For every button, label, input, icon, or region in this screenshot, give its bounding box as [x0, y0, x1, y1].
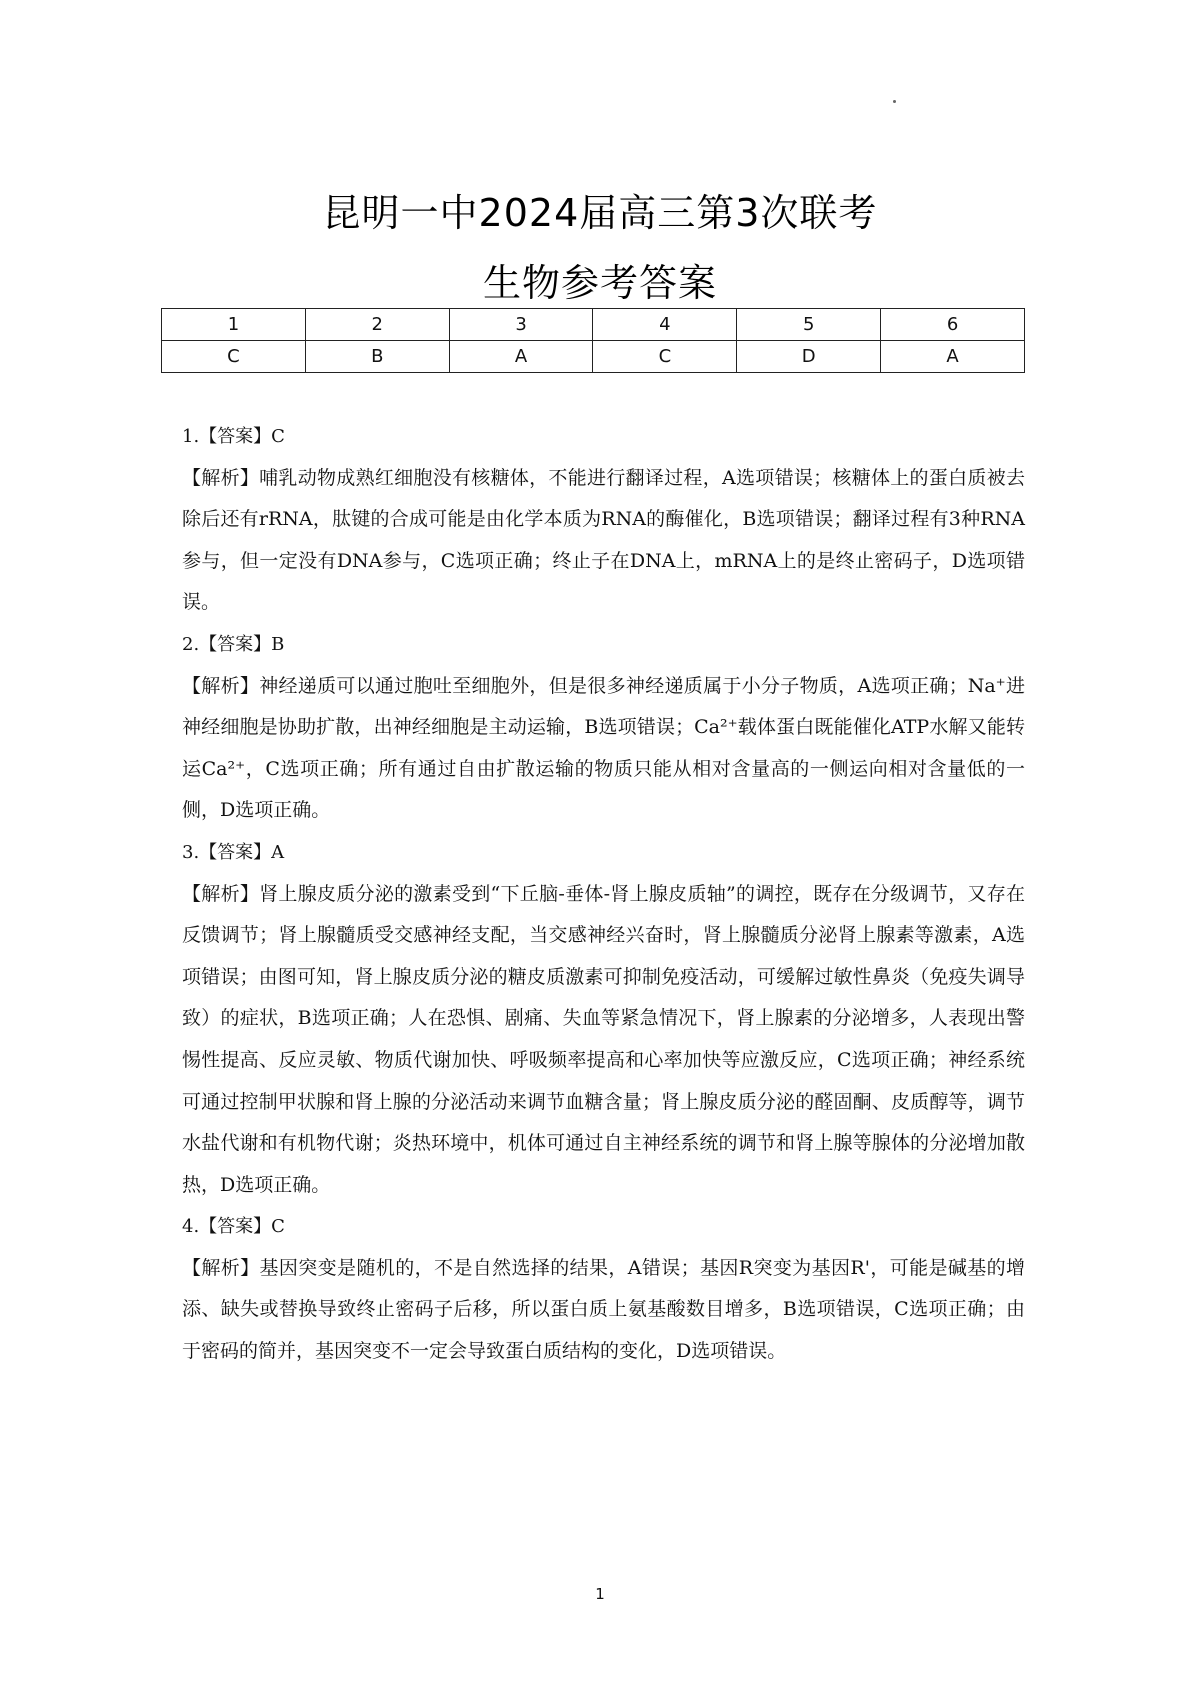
answer-line-3: 3.【答案】A [182, 841, 285, 863]
table-cell-answer: A [881, 341, 1025, 373]
answer-explanations [182, 416, 1025, 1373]
answer-line-1: 1.【答案】C [182, 426, 285, 447]
answer-table-answer-row [162, 341, 1025, 373]
answer-table [161, 308, 1025, 373]
table-cell-number: 3 [449, 309, 593, 341]
table-cell-answer: C [593, 341, 737, 373]
explanation-3: 【解析】肾上腺皮质分泌的激素受到“下丘脑-垂体-肾上腺皮质轴”的调控，既存在分级调节，又存在反馈调节；肾上腺髓质受交感神经支配，当交感神经兴奋时，肾上腺髓质分泌肾上腺素等激素，A选项错误；由图可知，肾上腺皮质分泌的糖皮质激素可抑制免疫活动，可缓解过敏性鼻炎（免疫失调导致）的症状，B选项正确；人在恐惧、剧痛、失血等紧急情况下，肾上腺素的分泌增多，人表现出警惕性提高、反应灵敏、物质代谢加快、呼吸频率提高和心率加快等应激反应，C选项正确；神经系统可通过控制甲状腺和肾上腺的分泌活动来调节血糖含量；肾上腺皮质分泌的醛固酮、皮质醇等，调节水盐代谢和有机物代谢；炎热环境中，机体可通过自主神经系统的调节和肾上腺等腺体的分泌增加散热，D选项正确。 [182, 882, 1025, 1196]
table-cell-answer: D [737, 341, 881, 373]
table-cell-number: 4 [593, 309, 737, 341]
document-title: 昆明一中2024届高三第3次联考 [322, 191, 878, 235]
table-cell-number: 5 [737, 309, 881, 341]
explanation-2: 【解析】神经递质可以通过胞吐至细胞外，但是很多神经递质属于小分子物质，A选项正确；Na⁺进神经细胞是协助扩散，出神经细胞是主动运输，B选项错误；Ca²⁺载体蛋白既能催化ATP水解又能转运Ca²⁺，C选项正确；所有通过自由扩散运输的物质只能从相对含量高的一侧运向相对含量低的一侧，D选项正确。 [182, 674, 1025, 822]
explanation-1: 【解析】哺乳动物成熟红细胞没有核糖体，不能进行翻译过程，A选项错误；核糖体上的蛋白质被去除后还有rRNA，肽键的合成可能是由化学本质为RNA的酶催化，B选项错误；翻译过程有3种RNA参与，但一定没有DNA参与，C选项正确；终止子在DNA上，mRNA上的是终止密码子，D选项错误。 [182, 466, 1025, 614]
document-subtitle: 生物参考答案 [482, 261, 717, 305]
table-cell-number: 2 [305, 309, 449, 341]
table-cell-answer: B [305, 341, 449, 373]
table-cell-number: 1 [162, 309, 306, 341]
page-number: 1 [595, 1585, 605, 1603]
answer-line-4: 4.【答案】C [182, 1216, 285, 1238]
table-cell-answer: A [449, 341, 593, 373]
answer-table-number-row [162, 309, 1025, 341]
explanation-4: 【解析】基因突变是随机的，不是自然选择的结果，A错误；基因R突变为基因R'，可能是碱基的增添、缺失或替换导致终止密码子后移，所以蛋白质上氨基酸数目增多，B选项错误，C选项正确；由于密码的简并，基因突变不一定会导致蛋白质结构的变化，D选项错误。 [182, 1256, 1025, 1363]
scan-dot [893, 100, 896, 103]
answer-line-2: 2.【答案】B [182, 633, 285, 655]
table-cell-number: 6 [881, 309, 1025, 341]
table-cell-answer: C [162, 341, 306, 373]
